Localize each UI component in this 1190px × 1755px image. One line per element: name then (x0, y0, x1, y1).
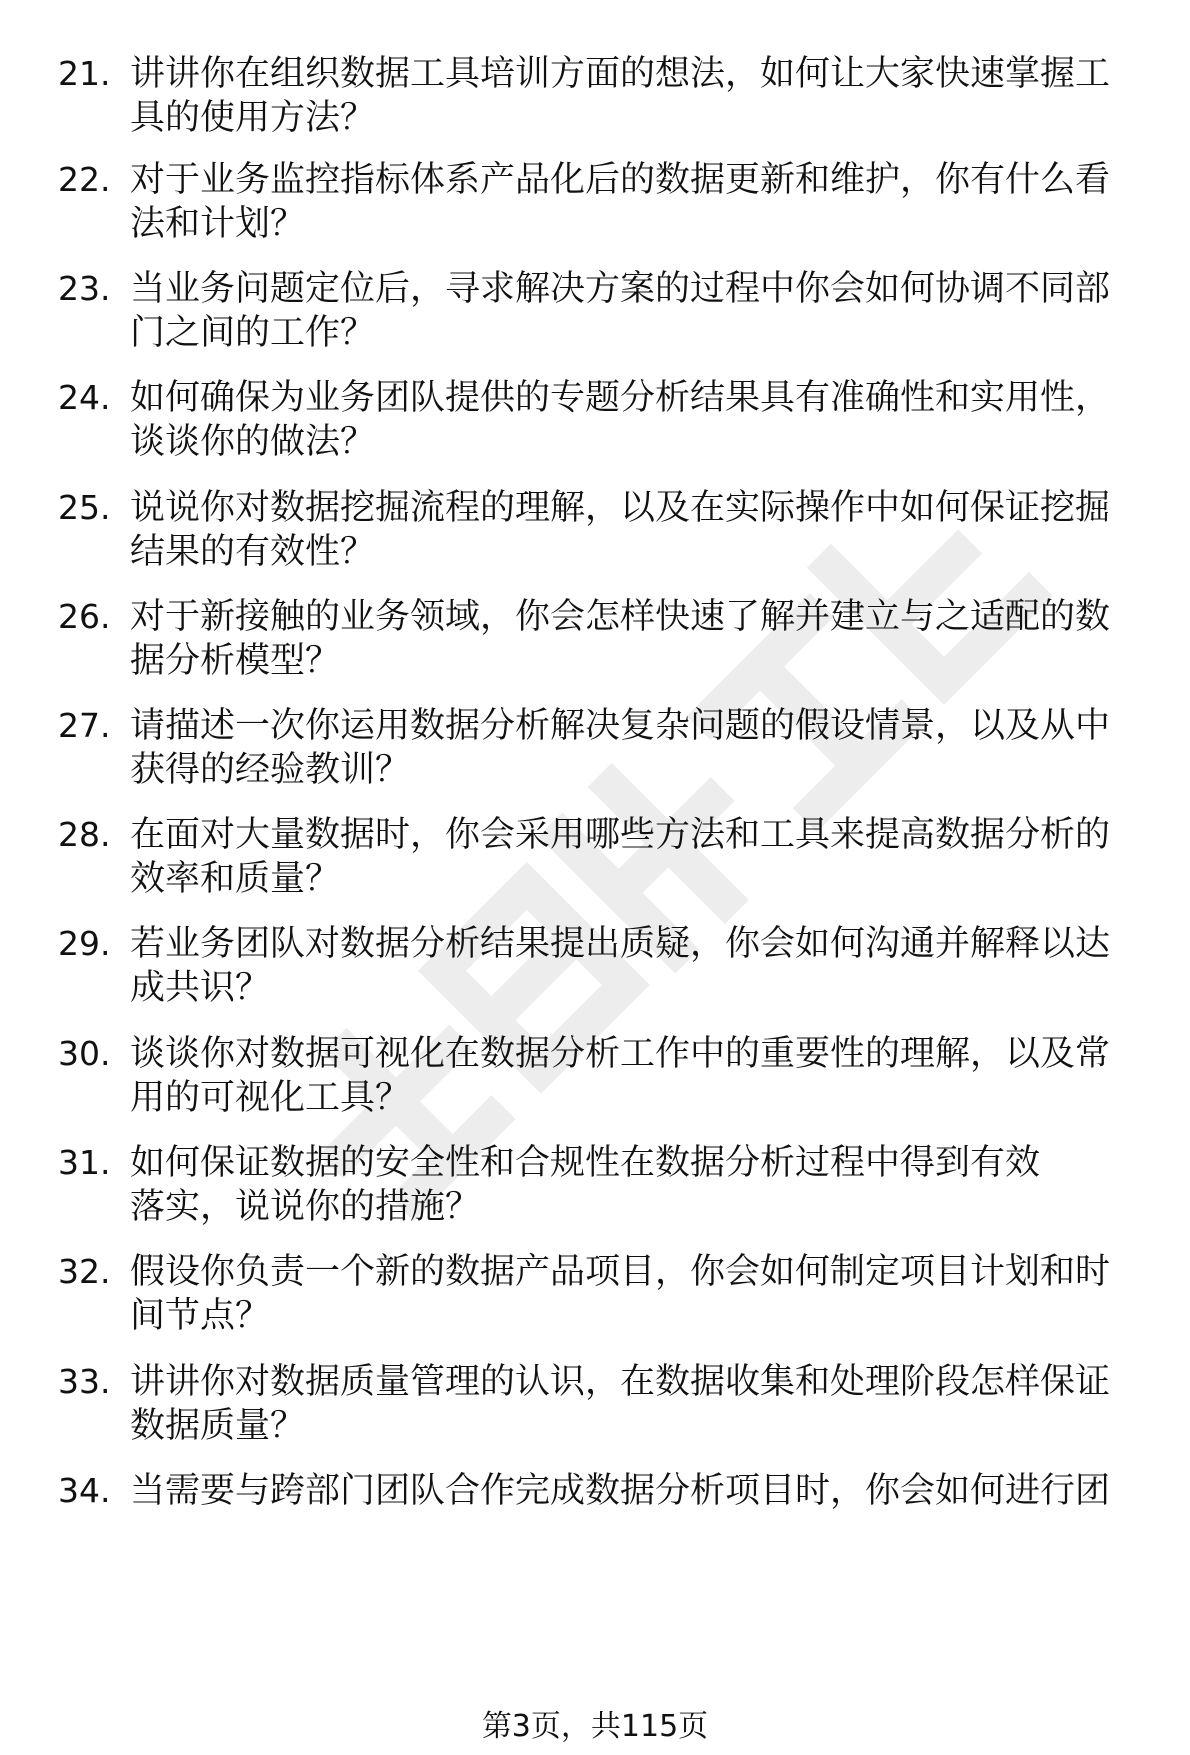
question-number: 34. (58, 1471, 111, 1510)
question-text: 当业务问题定位后，寻求解决方案的过程中你会如何协调不同部门之间的工作？ (130, 269, 1111, 353)
question-text: 对于新接触的业务领域，你会怎样快速了解并建立与之适配的数据分析模型？ (130, 597, 1111, 681)
question-number: 23. (58, 269, 111, 308)
question-text: 若业务团队对数据分析结果提出质疑，你会如何沟通并解释以达成共识？ (130, 924, 1111, 1008)
question-text: 对于业务监控指标体系产品化后的数据更新和维护，你有什么看法和计划？ (130, 160, 1111, 244)
question-text: 说说你对数据挖掘流程的理解，以及在实际操作中如何保证挖掘结果的有效性？ (130, 488, 1111, 572)
question-number: 25. (58, 488, 111, 527)
question-number: 24. (58, 378, 111, 417)
question-number: 26. (58, 597, 111, 636)
page-footer: 第3页，共115页 (481, 1709, 709, 1744)
question-number: 32. (58, 1252, 111, 1291)
question-number: 31. (58, 1143, 111, 1182)
question-text: 在面对大量数据时，你会采用哪些方法和工具来提高数据分析的效率和质量？ (130, 815, 1111, 899)
question-text: 请描述一次你运用数据分析解决复杂问题的假设情景，以及从中获得的经验教训？ (130, 706, 1111, 790)
question-text: 讲讲你在组织数据工具培训方面的想法，如何让大家快速掌握工具的使用方法？ (130, 54, 1111, 138)
question-number: 27. (58, 706, 111, 745)
question-number: 22. (58, 160, 111, 199)
question-number: 30. (58, 1034, 111, 1073)
question-text: 谈谈你对数据可视化在数据分析工作中的重要性的理解，以及常用的可视化工具？ (130, 1034, 1111, 1118)
question-text: 如何保证数据的安全性和合规性在数据分析过程中得到有效落实，说说你的措施？ (130, 1143, 1041, 1227)
question-number: 21. (58, 54, 111, 93)
question-text: 讲讲你对数据质量管理的认识，在数据收集和处理阶段怎样保证数据质量？ (130, 1362, 1111, 1446)
question-text: 假设你负责一个新的数据产品项目，你会如何制定项目计划和时间节点？ (130, 1252, 1111, 1336)
question-number: 29. (58, 924, 111, 963)
question-number: 33. (58, 1362, 111, 1401)
question-text: 当需要与跨部门团队合作完成数据分析项目时，你会如何进行团 (130, 1471, 1111, 1511)
question-number: 28. (58, 815, 111, 854)
question-text: 如何确保为业务团队提供的专题分析结果具有准确性和实用性，谈谈你的做法？ (130, 378, 1111, 462)
